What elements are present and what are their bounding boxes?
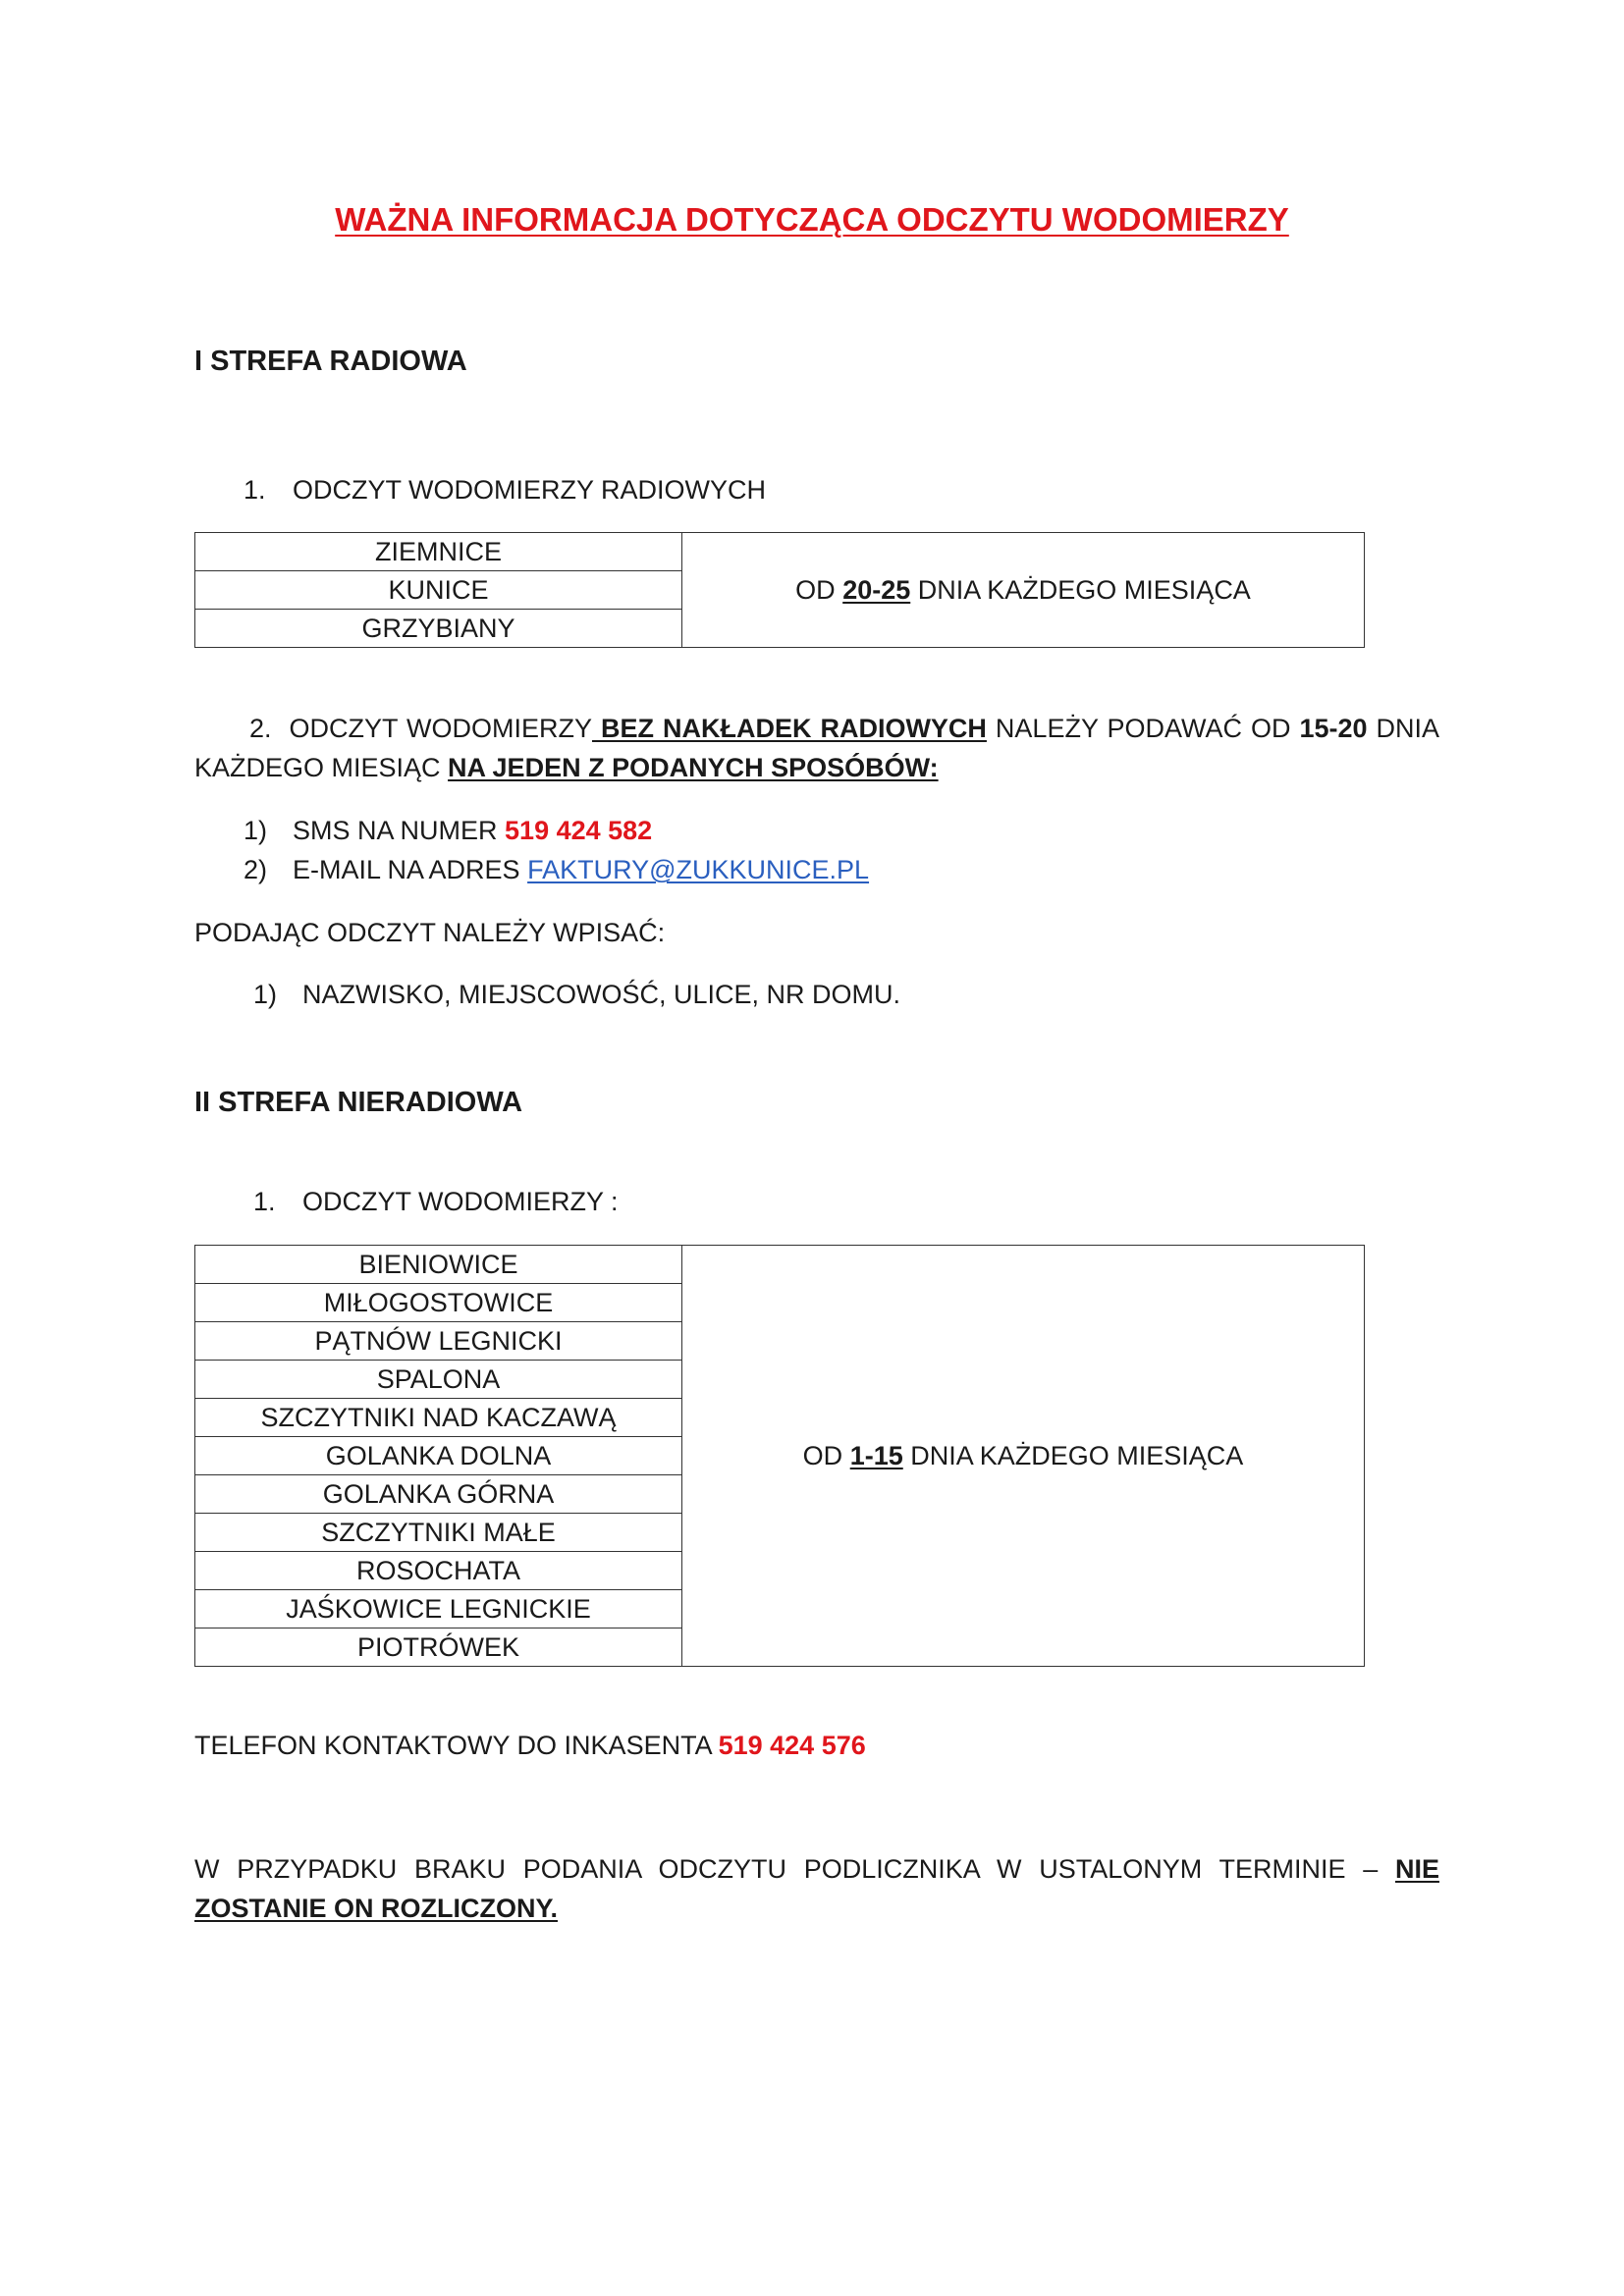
town-cell: MIŁOGOSTOWICE	[195, 1284, 682, 1322]
contact-phone: 519 424 576	[718, 1731, 866, 1760]
town-cell: ZIEMNICE	[195, 533, 682, 571]
town-cell: PIOTRÓWEK	[195, 1629, 682, 1667]
period-range: 1-15	[849, 1440, 903, 1470]
town-cell: GOLANKA DOLNA	[195, 1437, 682, 1475]
period-cell	[682, 1246, 1365, 1667]
town-cell: BIENIOWICE	[195, 1246, 682, 1284]
section1-item2	[194, 709, 1439, 787]
town-cell: PĄTNÓW LEGNICKI	[195, 1322, 682, 1361]
notice-paragraph	[194, 1849, 1439, 1928]
town-cell: ROSOCHATA	[195, 1552, 682, 1590]
town-cell: JAŚKOWICE LEGNICKIE	[195, 1590, 682, 1629]
town-cell: SZCZYTNIKI NAD KACZAWĄ	[195, 1399, 682, 1437]
list-number: 1.	[244, 475, 266, 505]
section1-item1	[244, 472, 766, 507]
instruction-item-text: NAZWISKO, MIEJSCOWOŚĆ, ULICE, NR DOMU.	[302, 980, 901, 1009]
non-radio-zone-table	[194, 1245, 1365, 1667]
list-text: ODCZYT WODOMIERZY :	[302, 1187, 619, 1216]
section1-heading: I STREFA RADIOWA	[194, 346, 467, 377]
section2-item1	[253, 1184, 619, 1219]
method-sms	[244, 813, 652, 848]
item2-text-a: ODCZYT WODOMIERZY	[289, 714, 592, 743]
method-email	[244, 852, 869, 887]
sms-number: 519 424 582	[505, 816, 653, 845]
town-cell: KUNICE	[195, 571, 682, 610]
town-cell: SZCZYTNIKI MAŁE	[195, 1514, 682, 1552]
notice-emphasis: NIE ZOSTANIE ON ROZLICZONY.	[194, 1854, 1439, 1923]
period-suffix: DNIA KAŻDEGO MIESIĄCA	[902, 1440, 1244, 1470]
list-text: ODCZYT WODOMIERZY RADIOWYCH	[293, 475, 767, 505]
contact-label: TELEFON KONTAKTOWY DO INKASENTA	[194, 1731, 719, 1760]
list-number: 1)	[253, 980, 278, 1009]
section2-heading: II STREFA NIERADIOWA	[194, 1087, 523, 1118]
radio-zone-table	[194, 532, 1365, 648]
period-prefix: OD	[795, 574, 843, 605]
item2-text-f: NA JEDEN Z PODANYCH SPOSÓBÓW:	[448, 753, 939, 782]
instruction-item	[253, 977, 900, 1012]
period-range: 20-25	[842, 574, 911, 605]
list-number: 1.	[253, 1187, 276, 1216]
list-number: 1)	[244, 816, 268, 845]
period-prefix: OD	[802, 1440, 850, 1470]
list-number: 2)	[244, 855, 268, 884]
document-title: WAŻNA INFORMACJA DOTYCZĄCA ODCZYTU WODOMIERZY	[335, 201, 1289, 238]
town-cell: GRZYBIANY	[195, 610, 682, 648]
period-suffix: DNIA KAŻDEGO MIESIĄCA	[910, 574, 1251, 605]
method-label: E-MAIL NA ADRES	[293, 855, 528, 884]
notice-text: W PRZYPADKU BRAKU PODANIA ODCZYTU PODLICZNIKA W USTALONYM TERMINIE –	[194, 1854, 1395, 1884]
item2-text-c: NALEŻY PODAWAĆ OD	[986, 714, 1300, 743]
instruction-text: PODAJĄC ODCZYT NALEŻY WPISAĆ:	[194, 918, 666, 947]
period-cell	[682, 533, 1365, 648]
method-label: SMS NA NUMER	[293, 816, 506, 845]
item2-text-e: DNIA KAŻDEGO MIESIĄC	[194, 714, 1439, 782]
list-number: 2.	[249, 714, 272, 743]
contact-line	[194, 1728, 866, 1763]
item2-text-d: 15-20	[1299, 714, 1368, 743]
town-cell: GOLANKA GÓRNA	[195, 1475, 682, 1514]
email-link[interactable]: FAKTURY@ZUKKUNICE.PL	[527, 855, 870, 884]
town-cell: SPALONA	[195, 1361, 682, 1399]
item2-text-b: BEZ NAKŁADEK RADIOWYCH	[592, 714, 987, 743]
